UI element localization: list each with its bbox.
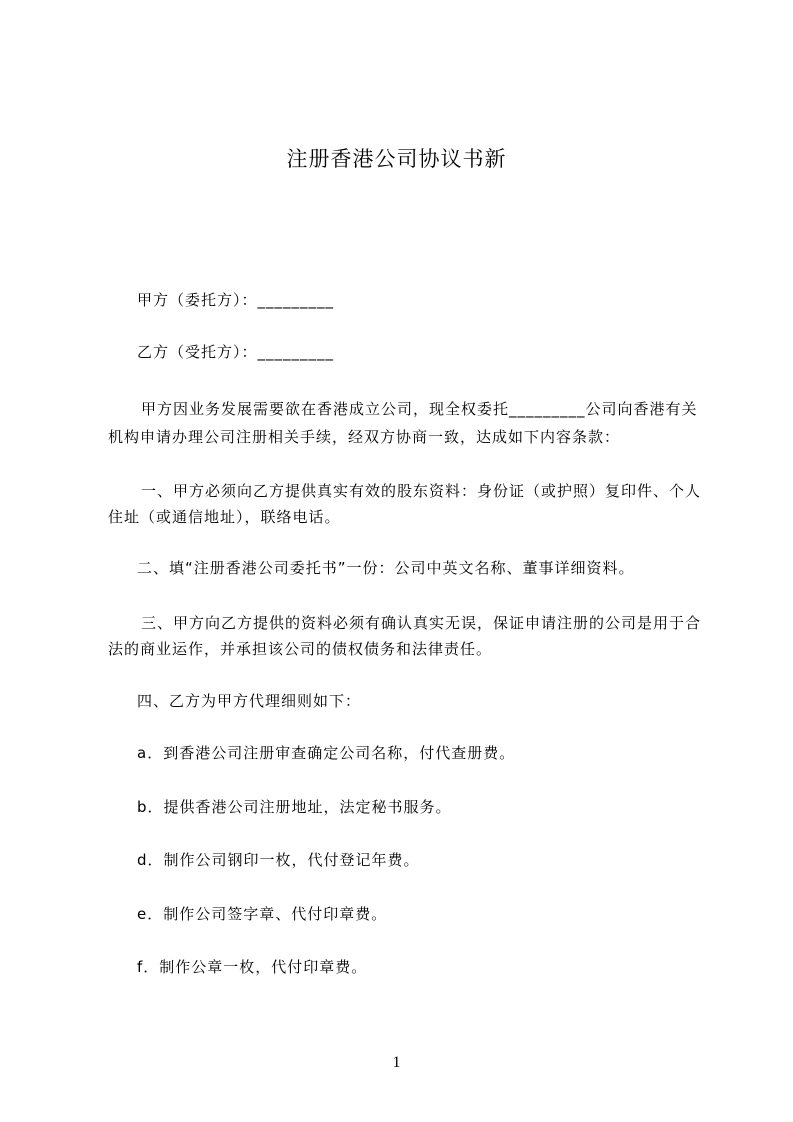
clause2: 二、填“注册香港公司委托书”一份：公司中英文名称、董事详细资料。 bbox=[137, 559, 635, 577]
party-b: 乙方（受托方）：_________ bbox=[137, 343, 335, 361]
clause1-line-1: 一、甲方必须向乙方提供真实有效的股东资料：身份证（或护照）复印件、个人 bbox=[141, 482, 702, 500]
item-b: b．提供香港公司注册地址，法定秘书服务。 bbox=[137, 798, 452, 816]
intro-line-1: 甲方因业务发展需要欲在香港成立公司，现全权委托_________公司向香港有关 bbox=[141, 400, 698, 418]
clause4: 四、乙方为甲方代理细则如下： bbox=[137, 692, 362, 710]
item-d: d．制作公司钢印一枚，代付登记年费。 bbox=[137, 851, 420, 869]
intro-line-2: 机构申请办理公司注册相关手续，经双方协商一致，达成如下内容条款： bbox=[108, 428, 621, 446]
item-a: a．到香港公司注册审查确定公司名称，付代查册费。 bbox=[137, 744, 516, 762]
clause3-line-1: 三、甲方向乙方提供的资料必须有确认真实无误，保证申请注册的公司是用于合 bbox=[141, 614, 702, 632]
clause3-line-2: 法的商业运作，并承担该公司的债权债务和法律责任。 bbox=[108, 640, 493, 658]
clause1-line-2: 住址（或通信地址），联络电话。 bbox=[108, 508, 341, 526]
document-title: 注册香港公司协议书新 bbox=[286, 147, 507, 171]
page-number: 1 bbox=[392, 1054, 401, 1071]
party-a: 甲方（委托方）：_________ bbox=[137, 291, 335, 309]
item-f: f．制作公章一枚，代付印章费。 bbox=[137, 958, 368, 976]
item-e: e．制作公司签字章、代付印章费。 bbox=[137, 905, 388, 923]
